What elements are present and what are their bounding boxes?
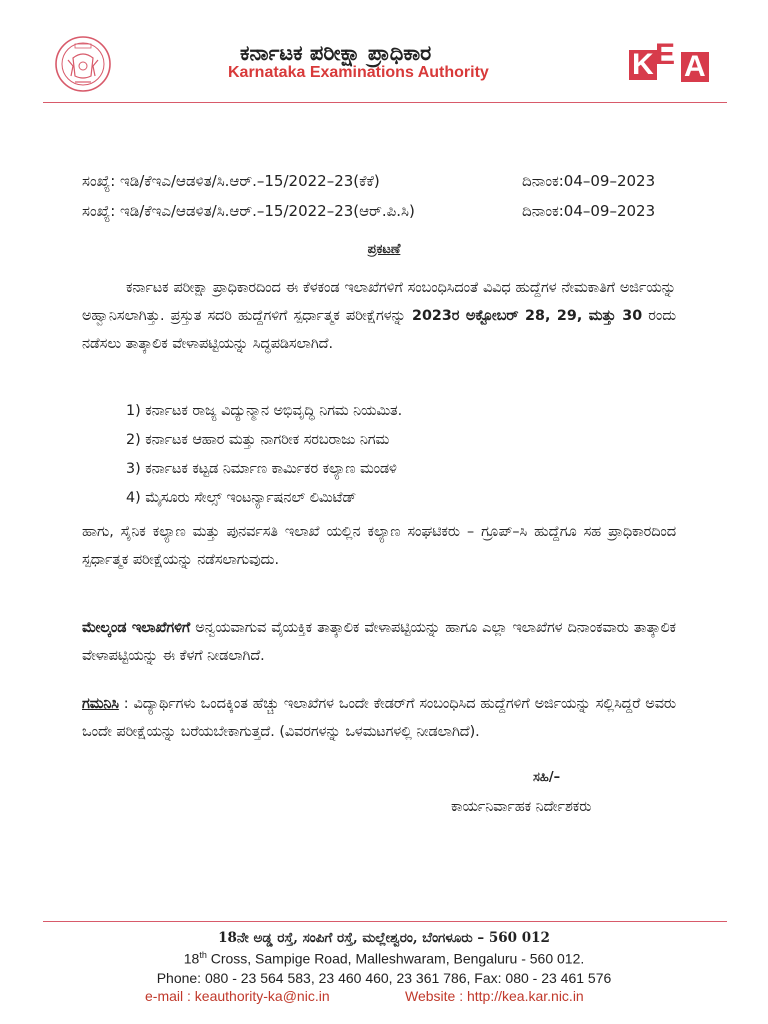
department-list-item: 1) ಕರ್ನಾಟಕ ರಾಜ್ಯ ವಿದ್ಯುನ್ಮಾನ ಅಭಿವೃದ್ಧಿ ನಿಗಮ ನಿಯಮಿತ.	[126, 403, 403, 419]
header-title-kannada: ಕರ್ನಾಟಕ ಪರೀಕ್ಷಾ ಪ್ರಾಧಿಕಾರ	[240, 41, 432, 65]
footer-address-suffix: th	[199, 950, 207, 960]
signature-designation: ಕಾರ್ಯನಿರ್ವಾಹಕ ನಿರ್ದೇಶಕರು	[451, 799, 592, 815]
footer-divider	[43, 921, 727, 922]
kea-logo	[627, 40, 709, 82]
logo-letter-a: A	[681, 52, 709, 82]
karnataka-seal-icon	[55, 36, 111, 92]
footer-address-kannada: 18ನೇ ಅಡ್ಡ ರಸ್ತೆ, ಸಂಪಿಗೆ ರಸ್ತೆ, ಮಲ್ಲೇಶ್ವರಂ, ಬೆಂಗಳೂರು – 560 012	[218, 930, 550, 946]
header-title-english: Karnataka Examinations Authority	[228, 64, 489, 81]
reference-date-1: ದಿನಾಂಕ:04–09–2023	[522, 172, 656, 190]
footer-address-rest: Cross, Sampige Road, Malleshwaram, Bengaluru - 560 012.	[206, 950, 585, 967]
signature-sd: ಸಹಿ/–	[533, 770, 561, 785]
header-divider	[43, 102, 727, 103]
reference-date-2: ದಿನಾಂಕ:04–09–2023	[522, 202, 656, 220]
logo-letter-e: E	[655, 38, 676, 71]
note-paragraph	[82, 690, 676, 746]
footer-email[interactable]: e-mail : keauthority-ka@nic.in	[145, 988, 330, 1004]
reference-number-1: ಸಂಖ್ಯೆ: ಇಡಿ/ಕೆಇಎ/ಆಡಳಿತ/ಸಿ.ಆರ್.–15/2022–23(ಕೆಕೆ)	[82, 172, 380, 190]
footer-address-english	[0, 950, 768, 967]
department-list-item: 2) ಕರ್ನಾಟಕ ಆಹಾರ ಮತ್ತು ನಾಗರೀಕ ಸರಬರಾಜು ನಿಗಮ	[126, 432, 390, 448]
footer-address-number: 18	[183, 950, 200, 967]
reference-number-2: ಸಂಖ್ಯೆ: ಇಡಿ/ಕೆಇಎ/ಆಡಳಿತ/ಸಿ.ಆರ್.–15/2022–23(ಆರ್.ಪಿ.ಸಿ)	[82, 202, 415, 220]
exam-dates: 2023ರ ಅಕ್ಟೋಬರ್ 28, 29, ಮತ್ತು 30	[412, 308, 643, 324]
notice-heading: ಪ್ರಕಟಣೆ	[367, 242, 401, 257]
department-list-item: 4) ಮೈಸೂರು ಸೇಲ್ಸ್ ಇಂಟರ್ನ್ಯಾಷನಲ್ ಲಿಮಿಟೆಡ್	[126, 490, 357, 506]
departments-label: ಮೇಲ್ಕಂಡ ಇಲಾಖೆಗಳಿಗೆ	[82, 620, 191, 636]
footer-website[interactable]: Website : http://kea.kar.nic.in	[405, 988, 584, 1004]
note-text: : ವಿದ್ಯಾರ್ಥಿಗಳು ಒಂದಕ್ಕಿಂತ ಹೆಚ್ಚು ಇಲಾಖೆಗಳ ಒಂದೇ ಕೇಡರ್‌ಗೆ ಸಂಬಂಧಿಸಿದ ಹುದ್ದೆಗಳಿಗೆ ಅರ್ಜಿಯನ್ನು ಸಲ್ಲಿಸಿದ್ದರೆ ಅವರು ಒಂದೇ ಪರೀಕ್ಷೆಯನ್ನು ಬರೆಯಬೇಕಾಗುತ್ತದೆ. (ವಿವರಗಳನ್ನು ಒಳಮಟಗಳಲ್ಲಿ ನೀಡಲಾಗಿದೆ).	[82, 696, 676, 740]
paragraph-schedule	[82, 614, 676, 670]
paragraph-schedule-text: ಅನ್ವಯವಾಗುವ ವೈಯಕ್ತಿಕ ತಾತ್ಕಾಲಿಕ ವೇಳಾಪಟ್ಟಿಯನ್ನು ಹಾಗೂ ಎಲ್ಲಾ ಇಲಾಖೆಗಳ ದಿನಾಂಕವಾರು ತಾತ್ಕಾಲಿಕ ವೇಳಾಪಟ್ಟಿಯನ್ನು ಈ ಕೆಳಗೆ ನೀಡಲಾಗಿದೆ.	[82, 620, 676, 664]
paragraph-intro-end: ರಂದು ನಡೆಸಲು ತಾತ್ಕಾಲಿಕ ವೇಳಾಪಟ್ಟಿಯನ್ನು ಸಿದ್ಧಪಡಿಸಲಾಗಿದೆ.	[82, 308, 676, 352]
footer-phone: Phone: 080 - 23 564 583, 23 460 460, 23 361 786, Fax: 080 - 23 461 576	[156, 970, 612, 986]
paragraph-intro-text: ಕರ್ನಾಟಕ ಪರೀಕ್ಷಾ ಪ್ರಾಧಿಕಾರದಿಂದ ಈ ಕೆಳಕಂಡ ಇಲಾಖೆಗಳಿಗೆ ಸಂಬಂಧಿಸಿದಂತೆ ವಿವಿಧ ಹುದ್ದೆಗಳ ನೇಮಕಾತಿಗೆ ಅರ್ಜಿಯನ್ನು ಅಹ್ವಾನಿಸಲಾಗಿತ್ತು. ಪ್ರಸ್ತುತ ಸದರಿ ಹುದ್ದೆಗಳಿಗೆ ಸ್ಪರ್ಧಾತ್ಮಕ ಪರೀಕ್ಷೆಗಳನ್ನು	[82, 280, 676, 324]
paragraph-intro	[82, 274, 676, 358]
paragraph-group-c: ಹಾಗು, ಸೈನಿಕ ಕಲ್ಯಾಣ ಮತ್ತು ಪುನರ್ವಸತಿ ಇಲಾಖೆ ಯಲ್ಲಿನ ಕಲ್ಯಾಣ ಸಂಘಟಿಕರು – ಗ್ರೂಪ್–ಸಿ ಹುದ್ದೆಗೂ ಸಹ ಪ್ರಾಧಿಕಾರದಿಂದ ಸ್ಪರ್ಧಾತ್ಮಕ ಪರೀಕ್ಷೆಯನ್ನು ನಡೆಸಲಾಗುವುದು.	[82, 524, 676, 568]
note-label: ಗಮನಿಸಿ	[82, 696, 119, 712]
logo-letter-k: K	[629, 50, 657, 80]
department-list-item: 3) ಕರ್ನಾಟಕ ಕಟ್ಟಡ ನಿರ್ಮಾಣ ಕಾರ್ಮಿಕರ ಕಲ್ಯಾಣ ಮಂಡಳಿ	[126, 461, 397, 477]
